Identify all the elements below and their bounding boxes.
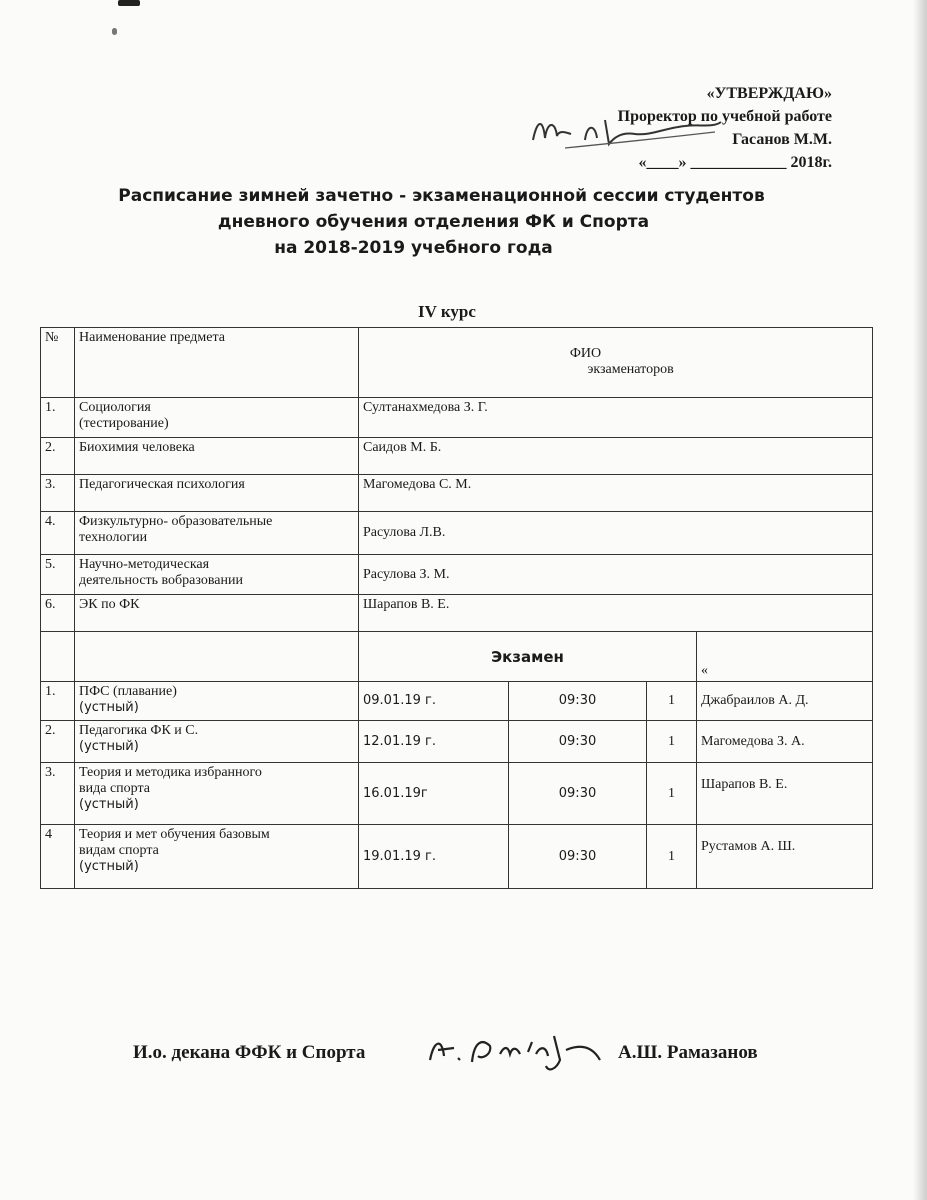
row-number: 5. bbox=[41, 555, 75, 595]
dean-name: А.Ш. Рамазанов bbox=[618, 1042, 758, 1063]
subject-cell bbox=[75, 398, 359, 438]
subject-name: Теория и мет обучения базовым bbox=[79, 827, 270, 842]
table-row bbox=[41, 825, 873, 889]
subject-name: Социология bbox=[79, 400, 151, 415]
exam-time: 09:30 bbox=[509, 763, 647, 825]
approval-date: «____» ____________ 2018г. bbox=[638, 154, 832, 171]
subject-cell bbox=[75, 763, 359, 825]
subject-name: Теория и методика избранного bbox=[79, 765, 262, 780]
exam-room: 1 bbox=[647, 682, 697, 721]
examiner-cell: Джабраилов А. Д. bbox=[697, 682, 873, 721]
table-row bbox=[41, 398, 873, 438]
subject-cell bbox=[75, 438, 359, 475]
empty-cell bbox=[75, 632, 359, 682]
scan-mark bbox=[118, 0, 140, 6]
header-examiners-label: экзаменаторов bbox=[587, 362, 674, 377]
exam-date: 16.01.19г bbox=[359, 763, 509, 825]
examiner-cell: Саидов М. Б. bbox=[359, 438, 873, 475]
subject-name: Биохимия человека bbox=[79, 440, 195, 455]
examiner-cell: Расулова Л.В. bbox=[359, 512, 873, 555]
examiner-cell: Султанахмедова З. Г. bbox=[359, 398, 873, 438]
exam-header-row bbox=[41, 632, 873, 682]
table-row bbox=[41, 682, 873, 721]
exam-room: 1 bbox=[647, 721, 697, 763]
exam-section-heading: Экзамен bbox=[359, 632, 697, 682]
exam-type: (устный) bbox=[79, 797, 139, 812]
document-title bbox=[0, 183, 927, 261]
row-number: 2. bbox=[41, 438, 75, 475]
subject-note: деятельность вобразовании bbox=[79, 573, 243, 588]
title-line-3: на 2018-2019 учебного года bbox=[274, 238, 553, 258]
exam-time: 09:30 bbox=[509, 721, 647, 763]
dean-signature bbox=[420, 1020, 610, 1080]
table-row bbox=[41, 475, 873, 512]
table-row bbox=[41, 512, 873, 555]
title-line-1: Расписание зимней зачетно - экзаменационной сессии студентов bbox=[118, 186, 765, 206]
approval-heading: «УТВЕРЖДАЮ» bbox=[706, 85, 832, 102]
table-header-row bbox=[41, 328, 873, 398]
exam-type: (устный) bbox=[79, 700, 139, 715]
row-number: 4. bbox=[41, 512, 75, 555]
header-number: № bbox=[41, 328, 75, 398]
approval-name: Гасанов М.М. bbox=[732, 131, 832, 148]
dean-title: И.о. декана ФФК и Спорта bbox=[133, 1042, 366, 1063]
exam-date: 12.01.19 г. bbox=[359, 721, 509, 763]
exam-time: 09:30 bbox=[509, 825, 647, 889]
row-number: 1. bbox=[41, 398, 75, 438]
empty-cell bbox=[41, 632, 75, 682]
subject-cell bbox=[75, 825, 359, 889]
subject-name: Педагогика ФК и С. bbox=[79, 723, 199, 738]
subject-cell bbox=[75, 475, 359, 512]
table-row bbox=[41, 595, 873, 632]
row-number: 6. bbox=[41, 595, 75, 632]
exam-type: (устный) bbox=[79, 859, 139, 874]
subject-name: ЭК по ФК bbox=[79, 597, 140, 612]
table-row bbox=[41, 763, 873, 825]
table-row bbox=[41, 438, 873, 475]
scan-speck bbox=[112, 28, 117, 35]
table-row bbox=[41, 721, 873, 763]
examiner-cell: Рустамов А. Ш. bbox=[697, 825, 873, 889]
prorector-signature bbox=[525, 110, 725, 160]
header-subject: Наименование предмета bbox=[75, 328, 359, 398]
subject-note: (тестирование) bbox=[79, 416, 169, 431]
row-number: 2. bbox=[41, 721, 75, 763]
examiner-cell: Магомедова С. М. bbox=[359, 475, 873, 512]
subject-cell bbox=[75, 595, 359, 632]
subject-note: технологии bbox=[79, 530, 148, 545]
examiner-cell: Магомедова З. А. bbox=[697, 721, 873, 763]
exam-time: 09:30 bbox=[509, 682, 647, 721]
exam-type: (устный) bbox=[79, 739, 139, 754]
row-number: 3. bbox=[41, 475, 75, 512]
subject-name: Физкультурно- образовательные bbox=[79, 514, 273, 529]
schedule-table bbox=[40, 327, 873, 889]
title-line-2: дневного обучения отделения ФК и Спорта bbox=[217, 212, 650, 232]
exam-room: 1 bbox=[647, 825, 697, 889]
exam-date: 19.01.19 г. bbox=[359, 825, 509, 889]
subject-name: ПФС (плавание) bbox=[79, 684, 177, 699]
row-number: 3. bbox=[41, 763, 75, 825]
row-number: 1. bbox=[41, 682, 75, 721]
subject-cell bbox=[75, 682, 359, 721]
exam-header-mark: « bbox=[697, 632, 873, 682]
subject-name: Научно-методическая bbox=[79, 557, 210, 572]
subject-cell bbox=[75, 555, 359, 595]
examiner-cell: Шарапов В. Е. bbox=[359, 595, 873, 632]
examiner-cell: Расулова З. М. bbox=[359, 555, 873, 595]
approval-position: Проректор по учебной работе bbox=[617, 108, 832, 125]
subject-cell bbox=[75, 721, 359, 763]
examiner-cell: Шарапов В. Е. bbox=[697, 763, 873, 825]
subject-name-cont: вида спорта bbox=[79, 781, 150, 796]
exam-date: 09.01.19 г. bbox=[359, 682, 509, 721]
subject-name-cont: видам спорта bbox=[79, 843, 159, 858]
header-examiners bbox=[359, 328, 873, 398]
course-label: IV курс bbox=[418, 302, 476, 321]
subject-name: Педагогическая психология bbox=[79, 477, 245, 492]
row-number: 4 bbox=[41, 825, 75, 889]
exam-room: 1 bbox=[647, 763, 697, 825]
scan-edge-shadow bbox=[913, 0, 927, 1200]
header-fio: ФИО bbox=[569, 346, 602, 361]
table-row bbox=[41, 555, 873, 595]
subject-cell bbox=[75, 512, 359, 555]
